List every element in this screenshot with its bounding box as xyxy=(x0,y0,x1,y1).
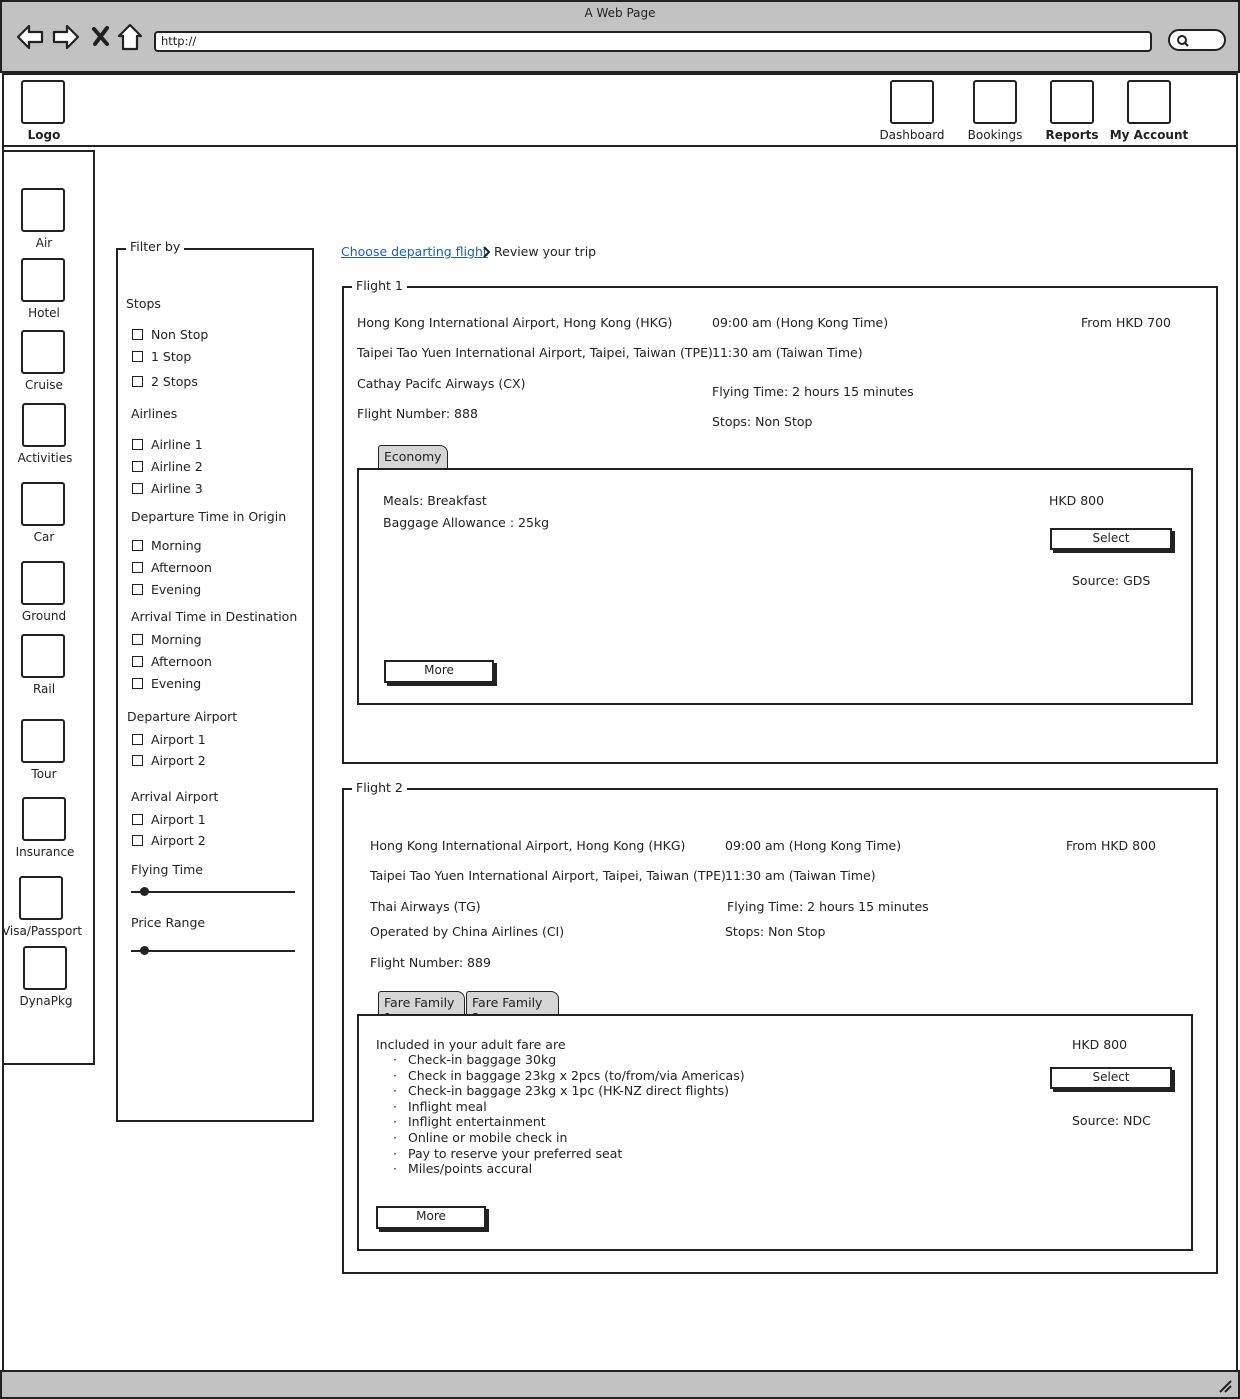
filter-airline-2-label: Airline 2 xyxy=(151,459,203,474)
list-item: · Check-in baggage 23kg x 1pc (HK-NZ direct flights) xyxy=(376,1083,745,1099)
filter-panel xyxy=(116,248,314,1122)
flying-time-slider-track[interactable] xyxy=(131,891,295,893)
filter-arr-airport-2-label: Airport 2 xyxy=(151,833,206,848)
sidebar-item-ground[interactable]: Ground xyxy=(21,609,67,623)
sidebar-cruise-icon[interactable] xyxy=(21,330,65,374)
flight-2-operated-by: Operated by China Airlines (CI) xyxy=(370,924,565,939)
flight-1-baggage: Baggage Allowance : 25kg xyxy=(383,515,550,530)
flight-2-from-price: From HKD 800 xyxy=(1066,838,1156,853)
flight-2-included-title: Included in your adult fare are xyxy=(376,1037,566,1052)
filter-airline-3-label: Airline 3 xyxy=(151,481,203,496)
filter-stops-1-stop-checkbox[interactable] xyxy=(132,351,143,362)
flight-2-arrive-time: 11:30 am (Taiwan Time) xyxy=(725,868,876,883)
list-item: · Online or mobile check in xyxy=(376,1130,745,1146)
nav-my-account-icon[interactable] xyxy=(1127,80,1171,124)
sidebar-hotel-icon[interactable] xyxy=(21,258,65,302)
sidebar-ground-icon[interactable] xyxy=(21,561,65,605)
filter-arr-evening-label: Evening xyxy=(151,676,202,691)
sidebar-item-visa-passport[interactable]: Visa/Passport xyxy=(1,924,83,938)
url-field[interactable]: http:// xyxy=(154,31,1152,52)
filter-stops-title: Stops xyxy=(126,296,161,311)
flight-2-depart-time: 09:00 am (Hong Kong Time) xyxy=(725,838,902,853)
breadcrumb-current: Review your trip xyxy=(494,244,597,259)
breadcrumb-choose-departing-flight[interactable]: Choose departing flight xyxy=(341,244,488,259)
filter-airline-1-label: Airline 1 xyxy=(151,437,203,452)
list-item: · Check in baggage 23kg x 2pcs (to/from/via Americas) xyxy=(376,1068,745,1084)
filter-dep-airport-title: Departure Airport xyxy=(127,709,238,724)
flight-1-destination: Taipei Tao Yuen International Airport, Taipei, Taiwan (TPE) xyxy=(357,345,713,360)
filter-title: Filter by xyxy=(126,239,184,254)
price-range-slider-track[interactable] xyxy=(131,950,295,952)
flight-1-stops: Stops: Non Stop xyxy=(712,414,813,429)
logo-image[interactable] xyxy=(21,80,65,124)
filter-airline-3-checkbox[interactable] xyxy=(132,483,143,494)
filter-arr-airport-1-checkbox[interactable] xyxy=(132,814,143,825)
filter-dep-airport-1-checkbox[interactable] xyxy=(132,734,143,745)
flight-1-flight-number: Flight Number: 888 xyxy=(357,406,478,421)
filter-arr-morning-checkbox[interactable] xyxy=(132,634,143,645)
home-icon[interactable] xyxy=(115,22,145,52)
status-bar xyxy=(0,1370,1240,1399)
filter-stops-non-stop-checkbox[interactable] xyxy=(132,329,143,340)
flight-1-price: HKD 800 xyxy=(1049,493,1105,508)
flight-1-meals: Meals: Breakfast xyxy=(383,493,487,508)
filter-arr-afternoon-checkbox[interactable] xyxy=(132,656,143,667)
price-range-slider-handle[interactable] xyxy=(140,946,149,955)
filter-dep-morning-label: Morning xyxy=(151,538,202,553)
flight-2-more-button[interactable]: More xyxy=(376,1206,486,1229)
flight-2-legend: Flight 2 xyxy=(352,780,407,795)
sidebar-item-insurance[interactable]: Insurance xyxy=(15,845,75,859)
filter-dep-morning-checkbox[interactable] xyxy=(132,540,143,551)
flight-2-origin: Hong Kong International Airport, Hong Kong (HKG) xyxy=(370,838,686,853)
sidebar-item-air[interactable]: Air xyxy=(35,236,53,250)
flight-2-included-list xyxy=(376,1052,745,1177)
nav-dashboard-icon[interactable] xyxy=(890,80,934,124)
filter-dep-evening-checkbox[interactable] xyxy=(132,584,143,595)
flight-2-flight-number: Flight Number: 889 xyxy=(370,955,491,970)
flight-1-more-button[interactable]: More xyxy=(384,660,494,683)
flight-1-depart-time: 09:00 am (Hong Kong Time) xyxy=(712,315,889,330)
flight-2-airline: Thai Airways (TG) xyxy=(370,899,481,914)
sidebar-dynapkg-icon[interactable] xyxy=(23,946,67,990)
tab-fare-family-2[interactable]: Fare Family xyxy=(466,991,559,1015)
filter-dep-afternoon-label: Afternoon xyxy=(151,560,212,575)
list-item: · Miles/points accural xyxy=(376,1161,745,1177)
filter-dep-airport-2-checkbox[interactable] xyxy=(132,755,143,766)
nav-bookings-label[interactable]: Bookings xyxy=(967,128,1023,142)
flight-1-source: Source: GDS xyxy=(1072,573,1151,588)
sidebar-air-icon[interactable] xyxy=(21,188,65,232)
filter-arr-afternoon-label: Afternoon xyxy=(151,654,212,669)
list-item: · Inflight meal xyxy=(376,1099,745,1115)
resize-grip-icon[interactable] xyxy=(1217,1378,1233,1394)
nav-bookings-icon[interactable] xyxy=(973,80,1017,124)
sidebar-tour-icon[interactable] xyxy=(21,719,65,763)
sidebar-item-dynapkg[interactable]: DynaPkg xyxy=(19,994,73,1008)
flight-1-legend: Flight 1 xyxy=(352,278,407,293)
filter-arr-airport-1-label: Airport 1 xyxy=(151,812,206,827)
flight-2-stops: Stops: Non Stop xyxy=(725,924,826,939)
tab-economy[interactable]: Economy xyxy=(378,445,448,469)
sidebar-item-activities[interactable]: Activities xyxy=(17,451,73,465)
sidebar-insurance-icon[interactable] xyxy=(22,797,66,841)
flight-1-from-price: From HKD 700 xyxy=(1081,315,1171,330)
sidebar-activities-icon[interactable] xyxy=(22,403,66,447)
filter-dep-evening-label: Evening xyxy=(151,582,202,597)
logo-label: Logo xyxy=(27,128,61,142)
nav-dashboard-label[interactable]: Dashboard xyxy=(879,128,945,142)
browser-search-button[interactable] xyxy=(1168,29,1226,51)
close-icon[interactable] xyxy=(88,22,118,52)
list-item: · Inflight entertainment xyxy=(376,1114,745,1130)
flight-1-origin: Hong Kong International Airport, Hong Kong (HKG) xyxy=(357,315,673,330)
nav-reports-label[interactable]: Reports xyxy=(1045,128,1099,142)
flight-2-price: HKD 800 xyxy=(1072,1037,1128,1052)
filter-arr-evening-checkbox[interactable] xyxy=(132,678,143,689)
sidebar-item-hotel[interactable]: Hotel xyxy=(28,306,60,320)
flight-1-arrive-time: 11:30 am (Taiwan Time) xyxy=(712,345,863,360)
back-arrow-icon[interactable] xyxy=(15,22,45,52)
filter-price-range-title: Price Range xyxy=(131,915,206,930)
nav-reports-icon[interactable] xyxy=(1050,80,1094,124)
flight-2-source: Source: NDC xyxy=(1072,1113,1151,1128)
nav-my-account-label[interactable]: My Account xyxy=(1109,128,1189,142)
filter-dep-afternoon-checkbox[interactable] xyxy=(132,562,143,573)
search-icon xyxy=(1176,34,1190,48)
flight-1-airline: Cathay Pacifc Airways (CX) xyxy=(357,376,526,391)
filter-stops-2-stops-checkbox[interactable] xyxy=(132,376,143,387)
filter-stops-1-stop-label: 1 Stop xyxy=(151,349,192,364)
filter-arr-airport-2-checkbox[interactable] xyxy=(132,835,143,846)
list-item: · Pay to reserve your preferred seat xyxy=(376,1146,745,1162)
filter-stops-2-stops-label: 2 Stops xyxy=(151,374,198,389)
sidebar-item-car[interactable]: Car xyxy=(33,530,55,544)
flight-2-destination: Taipei Tao Yuen International Airport, Taipei, Taiwan (TPE) xyxy=(370,868,726,883)
breadcrumb-chevron-right-icon xyxy=(482,246,491,258)
filter-stops-non-stop-label: Non Stop xyxy=(151,327,209,342)
filter-flying-time-title: Flying Time xyxy=(131,862,203,877)
filter-airline-1-checkbox[interactable] xyxy=(132,439,143,450)
flight-2-flying-time: Flying Time: 2 hours 15 minutes xyxy=(727,899,929,914)
filter-arr-morning-label: Morning xyxy=(151,632,202,647)
filter-airlines-title: Airlines xyxy=(131,406,178,421)
window-title: A Web Page xyxy=(584,6,656,20)
list-item: · Check-in baggage 30kg xyxy=(376,1052,745,1068)
sidebar-item-tour[interactable]: Tour xyxy=(31,767,57,781)
flight-2-select-button[interactable]: Select xyxy=(1050,1067,1172,1089)
filter-dep-airport-1-label: Airport 1 xyxy=(151,732,206,747)
sidebar-visa-passport-icon[interactable] xyxy=(19,876,63,920)
flying-time-slider-handle[interactable] xyxy=(140,887,149,896)
filter-dep-airport-2-label: Airport 2 xyxy=(151,753,206,768)
sidebar-item-cruise[interactable]: Cruise xyxy=(25,378,63,392)
sidebar-car-icon[interactable] xyxy=(21,482,65,526)
forward-arrow-icon[interactable] xyxy=(51,22,81,52)
filter-arr-time-title: Arrival Time in Destination xyxy=(131,609,298,624)
flight-1-flying-time: Flying Time: 2 hours 15 minutes xyxy=(712,384,914,399)
filter-dep-time-title: Departure Time in Origin xyxy=(131,509,287,524)
flight-1-select-button[interactable]: Select xyxy=(1050,528,1172,550)
sidebar-item-rail[interactable]: Rail xyxy=(32,682,56,696)
filter-airline-2-checkbox[interactable] xyxy=(132,461,143,472)
sidebar-rail-icon[interactable] xyxy=(21,634,65,678)
filter-arr-airport-title: Arrival Airport xyxy=(131,789,219,804)
tab-fare-family-1[interactable]: Fare Family xyxy=(378,991,465,1015)
